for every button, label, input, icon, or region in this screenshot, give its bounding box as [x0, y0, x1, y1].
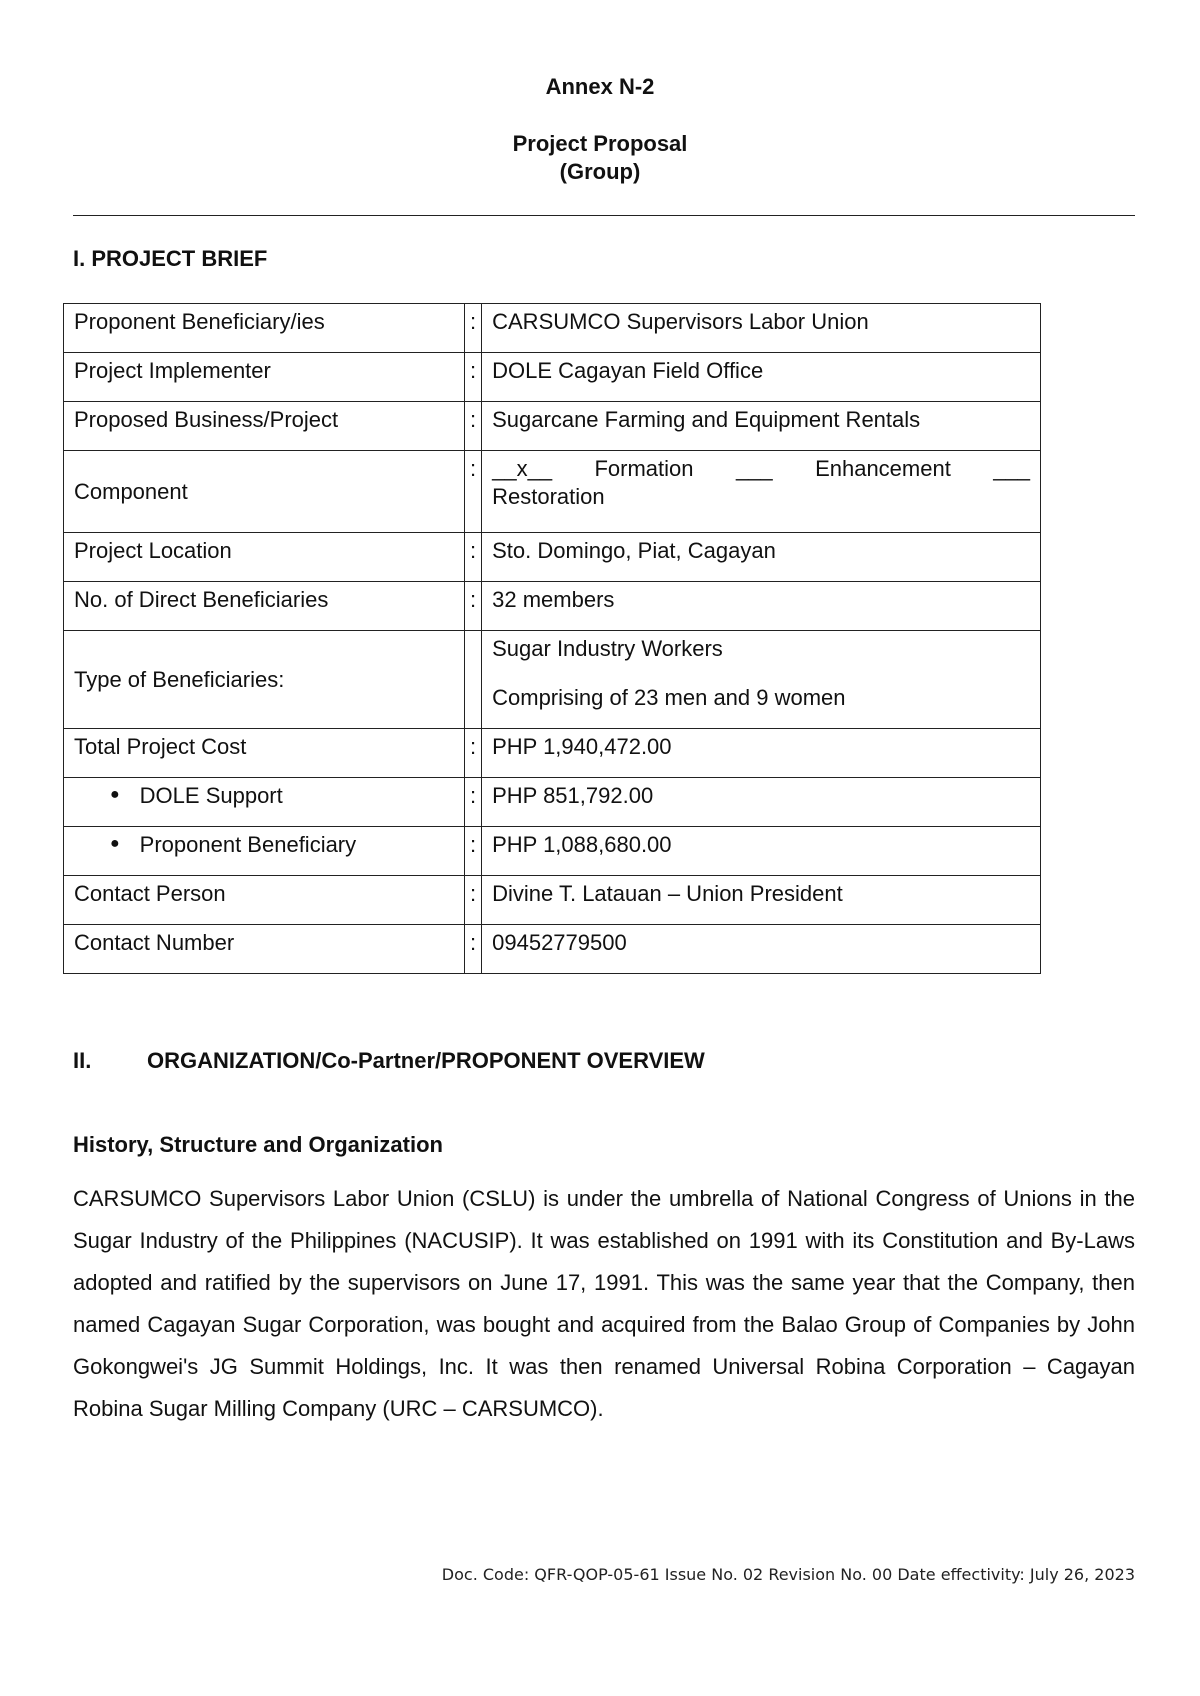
history-paragraph: CARSUMCO Supervisors Labor Union (CSLU) is under the umbrella of National Congress of Unions in the Sugar Industry of the Philippines (NACUSIP). It was established on 1991 with its Constitution and By-Laws adopted and ratified by the supervisors on June 17, 1991. This was the same year that the Company, then named Cagayan Sugar Corporation, was bought and acquired from the Balao Group of Companies by John Gokongwei's JG Summit Holdings, Inc. It was then renamed Universal Robina Corporation – Cagayan Robina Sugar Milling Company (URC – CARSUMCO). [73, 1186, 1135, 1421]
table-row [64, 925, 1041, 974]
beneficiary-type-values [482, 631, 1041, 729]
row-colon: : [465, 778, 482, 827]
beneficiary-type-line-2: Comprising of 23 men and 9 women [492, 685, 846, 710]
formation-option: Formation [594, 456, 694, 481]
row-value: Divine T. Latauan – Union President [482, 876, 1041, 925]
table-row [64, 582, 1041, 631]
row-label: Total Project Cost [64, 729, 465, 778]
row-value: Sugarcane Farming and Equipment Rentals [482, 402, 1041, 451]
row-label-bulleted [64, 778, 465, 827]
table-row [64, 533, 1041, 582]
row-label: Project Location [64, 533, 465, 582]
row-colon: : [465, 876, 482, 925]
row-value: 32 members [482, 582, 1041, 631]
document-code-footer: Doc. Code: QFR-QOP-05-61 Issue No. 02 Revision No. 00 Date effectivity: July 26, 2023 [441, 1565, 1135, 1584]
row-value: PHP 1,940,472.00 [482, 729, 1041, 778]
row-label: Contact Person [64, 876, 465, 925]
row-label: Type of Beneficiaries: [64, 631, 465, 729]
document-title: Project Proposal [512, 131, 688, 156]
row-colon: : [465, 729, 482, 778]
table-row [64, 353, 1041, 402]
row-value: PHP 1,088,680.00 [482, 827, 1041, 876]
row-label-text: DOLE Support [139, 783, 283, 808]
row-label: Proposed Business/Project [64, 402, 465, 451]
row-label-text: Proponent Beneficiary [139, 832, 357, 857]
row-colon: : [465, 533, 482, 582]
row-colon: : [465, 402, 482, 451]
table-row [64, 729, 1041, 778]
header-divider [73, 215, 1135, 216]
row-colon-empty [465, 631, 482, 729]
restoration-mark: ___ [993, 456, 1030, 481]
row-colon: : [465, 304, 482, 353]
row-colon: : [465, 353, 482, 402]
row-colon: : [465, 827, 482, 876]
section-title: ORGANIZATION/Co-Partner/PROPONENT OVERVIEW [147, 1048, 705, 1073]
row-colon: : [465, 582, 482, 631]
row-value: PHP 851,792.00 [482, 778, 1041, 827]
row-value: 09452779500 [482, 925, 1041, 974]
row-label: No. of Direct Beneficiaries [64, 582, 465, 631]
table-row [64, 304, 1041, 353]
component-options-line [492, 455, 1030, 483]
project-brief-heading: I. PROJECT BRIEF [73, 246, 268, 271]
table-row-beneficiary-type [64, 631, 1041, 729]
document-subtitle: (Group) [559, 159, 641, 184]
restoration-option: Restoration [492, 484, 605, 509]
row-label: Component [64, 451, 465, 533]
row-value: Sto. Domingo, Piat, Cagayan [482, 533, 1041, 582]
project-brief-table [63, 303, 1041, 974]
row-colon: : [465, 451, 482, 533]
row-label-bulleted [64, 827, 465, 876]
bullet-icon: ● [110, 835, 120, 853]
table-row [64, 778, 1041, 827]
row-value: CARSUMCO Supervisors Labor Union [482, 304, 1041, 353]
table-row [64, 827, 1041, 876]
row-label: Contact Number [64, 925, 465, 974]
annex-label: Annex N-2 [545, 74, 655, 99]
formation-mark: __x__ [492, 456, 553, 481]
overview-heading [73, 1048, 705, 1074]
row-colon: : [465, 925, 482, 974]
row-label: Proponent Beneficiary/ies [64, 304, 465, 353]
enhancement-mark: ___ [735, 456, 773, 481]
table-row-component [64, 451, 1041, 533]
component-options [482, 451, 1041, 533]
table-row [64, 876, 1041, 925]
section-numeral: II. [73, 1048, 92, 1073]
table-row [64, 402, 1041, 451]
enhancement-option: Enhancement [815, 456, 951, 481]
beneficiary-type-line-1: Sugar Industry Workers [492, 636, 723, 661]
row-value: DOLE Cagayan Field Office [482, 353, 1041, 402]
history-subheading: History, Structure and Organization [73, 1132, 443, 1157]
bullet-icon: ● [110, 786, 120, 804]
row-label: Project Implementer [64, 353, 465, 402]
